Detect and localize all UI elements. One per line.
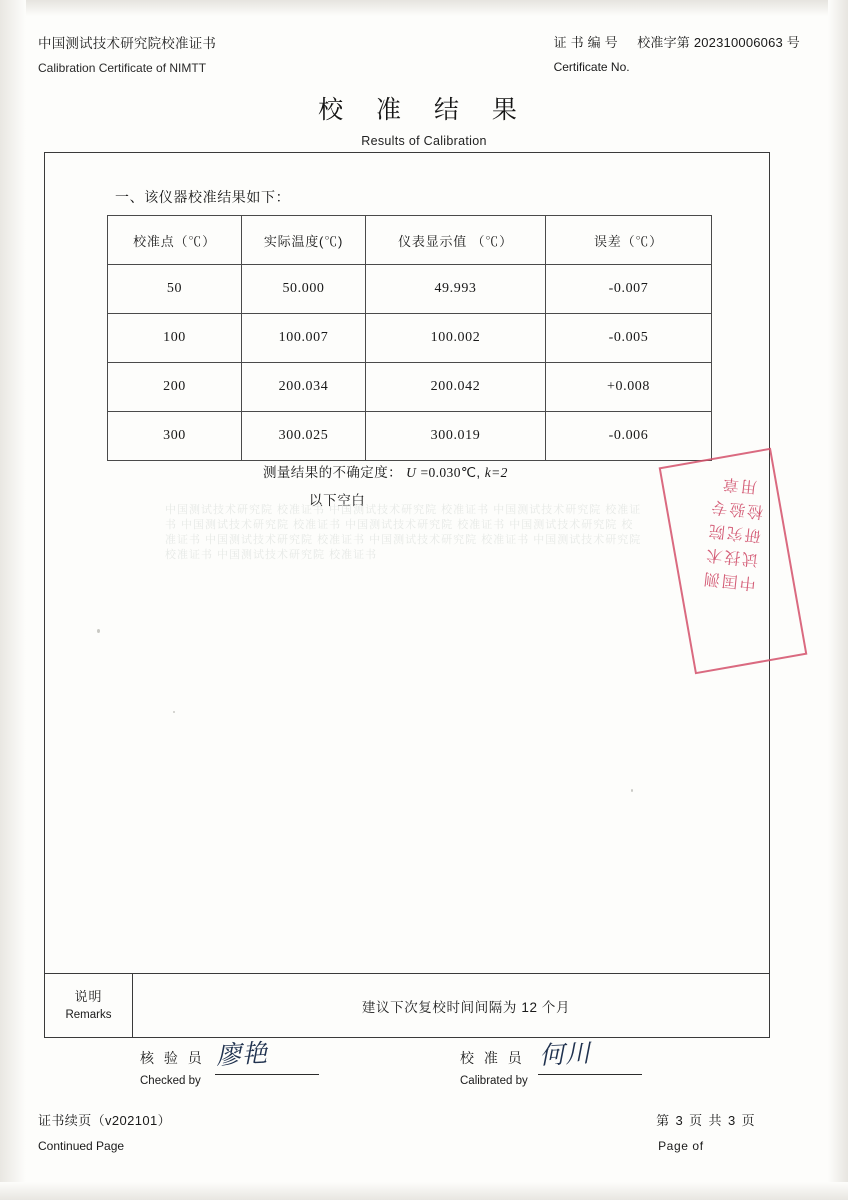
table-header-cell: 误差（℃）	[546, 216, 712, 265]
cert-no-label-en: Certificate No.	[553, 60, 630, 74]
table-cell: 300.025	[242, 412, 366, 461]
remarks-label	[45, 974, 133, 1037]
table-cell: 50	[108, 265, 242, 314]
continued-page-block	[38, 1110, 171, 1153]
seal-text: 中国测试技术研究院 检验专用章	[701, 474, 765, 592]
paper-speck	[631, 789, 633, 792]
table-row	[108, 314, 712, 363]
content-frame	[44, 152, 770, 1038]
issuer-name-en: Calibration Certificate of NIMTT	[38, 61, 207, 75]
calibrated-by-block	[460, 1040, 642, 1087]
paper-edge-left	[0, 0, 26, 1200]
uncertainty-symbol: U	[406, 465, 417, 480]
issuer-name-cn: 中国测试技术研究院校准证书	[38, 36, 217, 51]
continued-page-cn: 证书续页（v202101）	[38, 1113, 172, 1128]
continued-page-en: Continued Page	[38, 1139, 125, 1153]
checked-by-signature: 廖艳	[215, 1040, 269, 1071]
calibrated-by-label-cn: 校 准 员	[460, 1050, 525, 1066]
certificate-number-block	[554, 32, 810, 74]
uncertainty-coverage-factor: k=2	[484, 465, 508, 480]
checked-by-signature-line	[215, 1040, 319, 1075]
document-footer	[38, 1110, 810, 1153]
table-cell: 200.034	[242, 363, 366, 412]
table-cell: 300	[108, 412, 242, 461]
table-cell: 49.993	[366, 265, 546, 314]
blank-below-note: 以下空白	[309, 493, 366, 508]
section-heading-1: 一、该仪器校准结果如下：	[115, 189, 291, 205]
page-number-cn: 第 3 页 共 3 页	[656, 1113, 756, 1128]
table-row	[108, 265, 712, 314]
table-cell: 200	[108, 363, 242, 412]
uncertainty-prefix: 测量结果的不确定度：	[263, 465, 402, 480]
checked-by-label-en: Checked by	[140, 1075, 201, 1087]
table-header-row	[108, 216, 712, 265]
page-title	[0, 90, 848, 148]
paper-edge-right	[828, 0, 848, 1200]
calibrated-by-signature: 何川	[538, 1040, 592, 1071]
signature-area	[44, 1040, 770, 1108]
issuer-block	[38, 32, 216, 75]
table-cell: 100.007	[242, 314, 366, 363]
cert-no-value: 校准字第 202310006063 号	[637, 35, 800, 50]
remarks-text: 建议下次复校时间间隔为 12 个月	[361, 999, 571, 1015]
remarks-row	[45, 973, 769, 1037]
paper-watermark-text: 中国测试技术研究院 校准证书 中国测试技术研究院 校准证书 中国测试技术研究院 校准证书 中国测试技术研究院 校准证书 中国测试技术研究院 校准证书 中国测试技术研究院 校准证书 中国测试技术研究院 校准证书 中国测试技术研究院 校准证书 中国测试技术研究院 校准证书 中国测试技术研究院 校准证书	[165, 504, 642, 561]
calibration-results-table	[107, 215, 712, 461]
table-header-cell: 实际温度(℃)	[242, 216, 366, 265]
paper-edge-bottom	[0, 1182, 848, 1200]
checked-by-label-cn: 核 验 员	[140, 1050, 205, 1066]
remarks-label-cn: 说明	[74, 989, 103, 1005]
calibrated-by-label-en: Calibrated by	[460, 1075, 528, 1087]
table-cell: 100	[108, 314, 242, 363]
remarks-label-en: Remarks	[65, 1008, 112, 1021]
document-header	[38, 32, 810, 75]
page-number-en: Page of	[658, 1139, 704, 1153]
page-number-block	[656, 1110, 810, 1153]
calibrated-by-signature-line	[538, 1040, 642, 1075]
table-cell: -0.006	[546, 412, 712, 461]
table-cell: 100.002	[366, 314, 546, 363]
table-row	[108, 363, 712, 412]
table-cell: -0.007	[546, 265, 712, 314]
table-cell: 300.019	[366, 412, 546, 461]
page-title-en: Results of Calibration	[361, 134, 487, 148]
uncertainty-statement: 测量结果的不确定度： U =0.030℃, k=2	[263, 465, 508, 480]
cert-no-label-cn: 证书编号	[553, 35, 622, 50]
uncertainty-value: =0.030℃	[420, 465, 477, 480]
paper-edge-top	[0, 0, 848, 16]
page-title-cn: 校 准 结 果	[318, 96, 530, 124]
checked-by-block	[140, 1040, 319, 1087]
paper-speck	[97, 629, 100, 633]
table-header-cell: 校准点（℃）	[108, 216, 242, 265]
table-cell: 200.042	[366, 363, 546, 412]
table-row	[108, 412, 712, 461]
table-cell: -0.005	[546, 314, 712, 363]
table-header-cell: 仪表显示值 （℃）	[366, 216, 546, 265]
paper-speck	[173, 711, 175, 713]
table-cell: 50.000	[242, 265, 366, 314]
table-cell: +0.008	[546, 363, 712, 412]
